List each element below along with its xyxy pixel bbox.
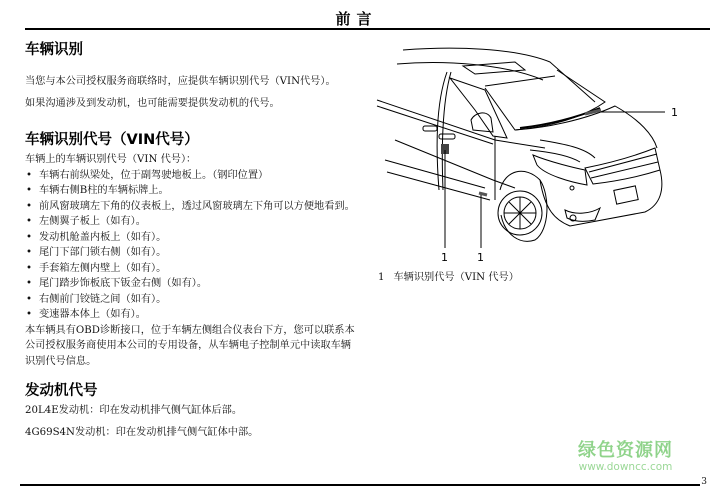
page-number: 3 bbox=[701, 477, 707, 487]
bullet-icon: • bbox=[26, 216, 33, 227]
list-item: • 前风窗玻璃左下角的仪表板上，透过风窗玻璃左下角可以方便地看到。 bbox=[25, 199, 355, 215]
engine-code-line: 20L4E发动机：印在发动机排气侧气缸体后部。 bbox=[25, 405, 243, 416]
bullet-icon: • bbox=[26, 185, 33, 196]
list-item: • 变速器本体上（如有）。 bbox=[25, 307, 355, 323]
figure-caption bbox=[378, 268, 519, 283]
list-item: • 车辆右前纵梁处，位于副驾驶地板上。（钢印位置） bbox=[25, 168, 355, 184]
mpv-line-drawing-icon bbox=[375, 40, 705, 265]
bullet-icon: • bbox=[26, 231, 33, 243]
list-item: • 发动机舱盖内板上（如有）。 bbox=[25, 230, 355, 246]
main-text-column bbox=[25, 38, 355, 440]
footer-divider bbox=[20, 484, 700, 486]
vin-location-list bbox=[25, 168, 355, 323]
bullet-icon: • bbox=[26, 309, 33, 320]
paragraph: 当您与本公司授权服务商联络时，应提供车辆识别代号（VIN代号）。 bbox=[25, 76, 336, 87]
vin-intro: 车辆上的车辆识别代号（VIN 代号）： bbox=[25, 154, 197, 165]
caption-text: 车辆识别代号（VIN 代号） bbox=[393, 272, 519, 283]
watermark-url: www.downcc.com bbox=[578, 461, 673, 473]
list-item: • 车辆右侧B柱的车辆标牌上。 bbox=[25, 183, 355, 199]
watermark-title: 绿色资源网 bbox=[578, 440, 673, 461]
section-title-vehicle-id: 车辆识别 bbox=[25, 42, 83, 58]
callout-number: 1 bbox=[441, 251, 448, 264]
obd-note: 本车辆具有OBD诊断接口，位于车辆左侧组合仪表台下方，您可以联系本公司授权服务商使用本公司的专用设备，从车辆电子控制单元中读取车辆识别代号信息。 bbox=[25, 324, 355, 367]
section-title-vin: 车辆识别代号（VIN代号） bbox=[25, 132, 199, 148]
bullet-icon: • bbox=[26, 278, 33, 289]
paragraph: 如果沟通涉及到发动机，也可能需要提供发动机的代号。 bbox=[25, 97, 280, 109]
list-item: • 尾门下部门锁右侧（如有）。 bbox=[25, 245, 355, 261]
page-header-title: 前言 bbox=[335, 10, 378, 28]
header-divider bbox=[25, 28, 710, 30]
list-item: • 尾门踏步饰板底下钣金右侧（如有）。 bbox=[25, 276, 355, 292]
bullet-icon: • bbox=[26, 169, 33, 181]
vehicle-illustration bbox=[375, 40, 705, 265]
bullet-icon: • bbox=[26, 200, 33, 212]
watermark bbox=[578, 436, 673, 473]
list-item: • 左侧翼子板上（如有）。 bbox=[25, 214, 355, 230]
engine-code-line: 4G69S4N发动机：印在发动机排气侧气缸体中部。 bbox=[25, 426, 259, 438]
bullet-icon: • bbox=[26, 262, 33, 274]
bullet-icon: • bbox=[26, 293, 33, 305]
list-item: • 右侧前门铰链之间（如有）。 bbox=[25, 292, 355, 308]
caption-number: 1 bbox=[378, 272, 385, 283]
list-item: • 手套箱左侧内壁上（如有）。 bbox=[25, 261, 355, 277]
section-title-engine: 发动机代号 bbox=[25, 383, 98, 399]
callout-number: 1 bbox=[671, 106, 678, 119]
callout-number: 1 bbox=[477, 251, 484, 264]
bullet-icon: • bbox=[26, 247, 33, 258]
